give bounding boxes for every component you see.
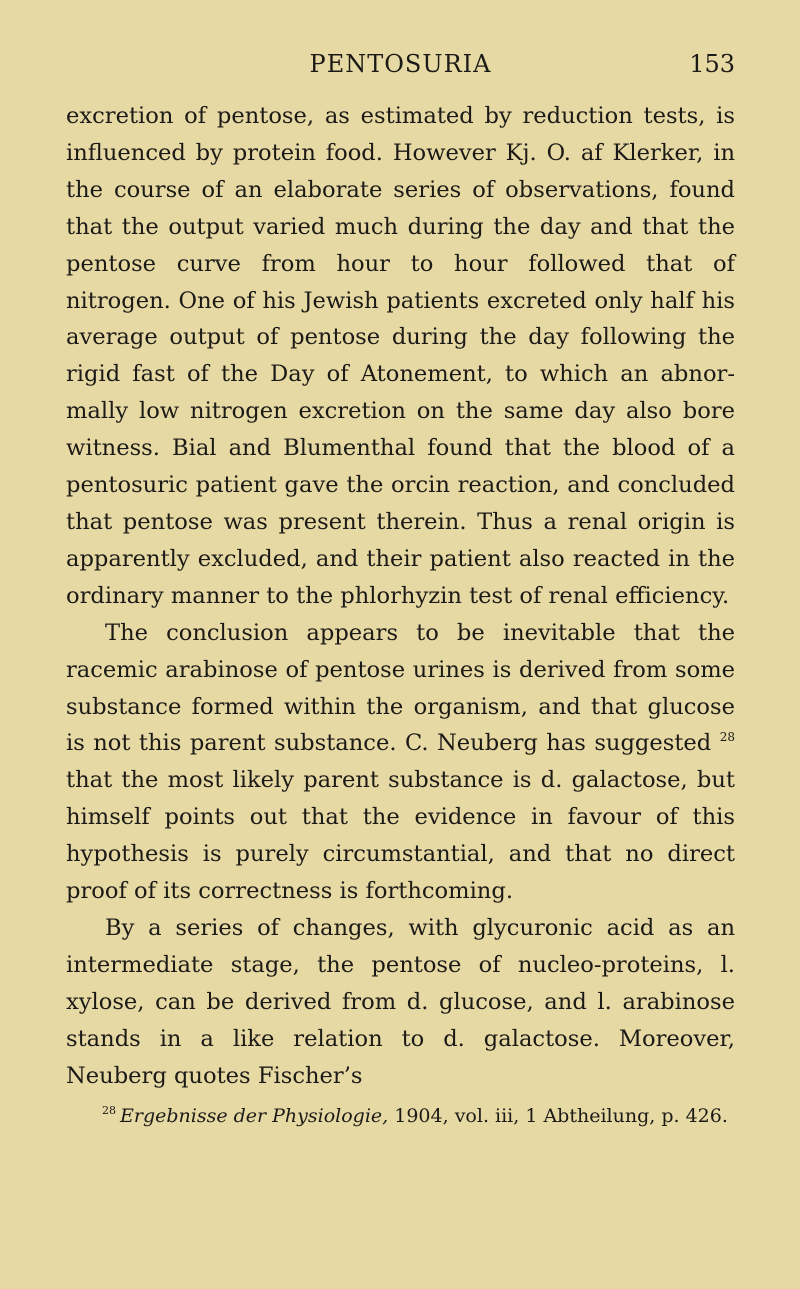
footnote-mark: 28: [102, 1104, 116, 1118]
footnote: [66, 1102, 735, 1131]
running-title: PENTOSURIA: [309, 50, 492, 78]
page-number: 153: [689, 50, 735, 78]
footnote-work-title: Ergebnisse der Physiologie,: [120, 1105, 389, 1128]
paragraph-text: By a series of changes, with glycuronic acid as an intermediate stage, the pentose of nucleo-proteins, l. xylose, can be derived from d. glucose, and l. arabinose stands in a like relation to d. galactose. Moreover, Neuberg quotes Fischer’s: [66, 914, 735, 1089]
paragraph-text: excretion of pentose, as estimated by reduction tests, is influenced by protein food. However Kj. O. af Klerker, in the course of an elaborate series of observations, found that the output varied much during the day and that the pentose curve from hour to hour followed that of nitrogen. One of his Jewish patients excreted only half his average output of pentose during the day following the rigid fast of the Day of Atonement, to which an abnormally low nitrogen excretion on the same day also bore witness. Bial and Blumenthal found that the blood of a pentosuric patient gave the orcin reaction, and concluded that pentose was present therein. Thus a renal origin is apparently excluded, and their patient also reacted in the ordinary manner to the phlorhyzin test of renal efficiency.: [66, 103, 735, 609]
book-page: [66, 48, 735, 1131]
running-header: [66, 48, 735, 88]
paragraph-text: The conclusion appears to be inevitable that the racemic arabinose of pentose urines is derived from some substance formed within the organism, and that glucose is not this parent substance. C. Neuberg has suggested: [66, 619, 735, 757]
footnote-details: 1904, vol. iii, 1 Abtheilung, p. 426.: [388, 1105, 728, 1128]
body-text: [66, 98, 735, 1094]
paragraph-1: [66, 98, 735, 615]
paragraph-text: that the most likely parent substance is d. galactose, but himself points out that the evidence in favour of this hypothesis is purely circumstantial, and that no direct proof of its correctness is forthcoming.: [66, 767, 735, 905]
footnote-reference: 28: [719, 730, 735, 745]
paragraph-3: [66, 910, 735, 1095]
paragraph-2: [66, 615, 735, 910]
